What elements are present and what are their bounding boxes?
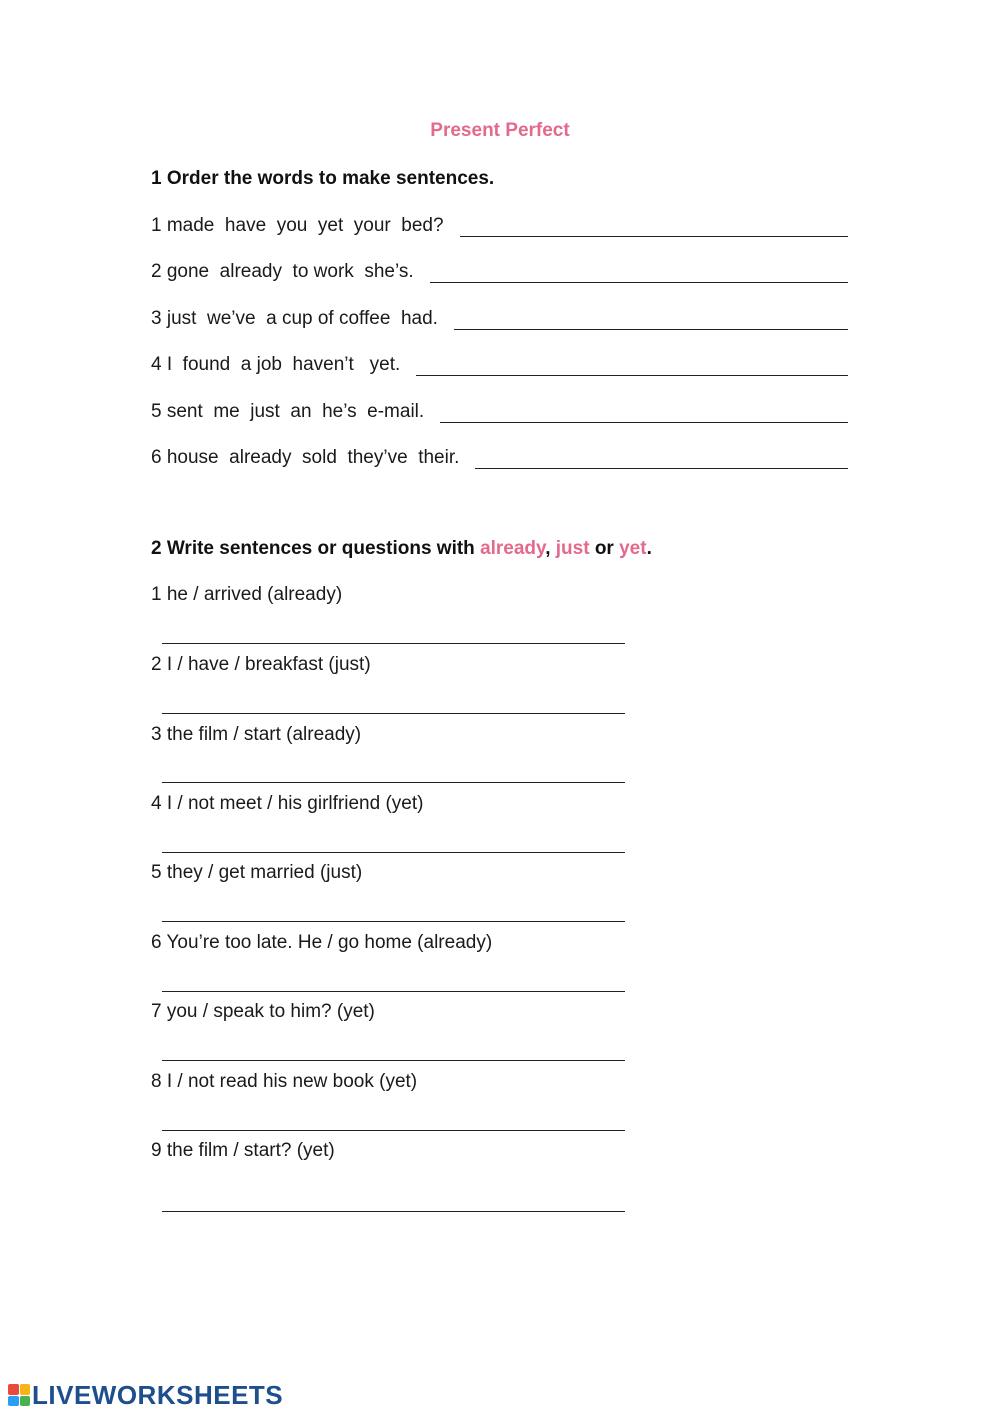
exercise2-answer-input[interactable]: [162, 758, 625, 783]
exercise2-prompt: 3 the film / start (already): [151, 724, 362, 745]
exercise2-answer-input[interactable]: [162, 1106, 625, 1131]
exercise2-prompt: 6 You’re too late. He / go home (already): [151, 932, 493, 953]
exercise1-prompt: 2 gone already to work she’s.: [151, 261, 414, 282]
keyword-yet: yet: [619, 538, 647, 559]
exercise1-item: [151, 300, 848, 330]
exercise2-prompt: 1 he / arrived (already): [151, 584, 343, 605]
exercise1-prompt: 1 made have you yet your bed?: [151, 215, 444, 236]
footer-logo[interactable]: [8, 1381, 283, 1409]
exercise1-answer-input[interactable]: [454, 305, 848, 330]
exercise2-prompt: 5 they / get married (just): [151, 862, 363, 883]
exercise1-answer-input[interactable]: [430, 258, 848, 283]
exercise2-prompt: 4 I / not meet / his girlfriend (yet): [151, 793, 424, 814]
exercise2-answer-input[interactable]: [162, 1187, 625, 1212]
exercise1-answer-input[interactable]: [460, 212, 848, 237]
exercise1-heading: 1 Order the words to make sentences.: [151, 168, 495, 189]
exercise2-answer-input[interactable]: [162, 897, 625, 922]
logo-text: LIVEWORKSHEETS: [32, 1379, 284, 1410]
exercise2-answer-input[interactable]: [162, 619, 625, 644]
exercise1-answer-input[interactable]: [440, 398, 848, 423]
exercise1-item: [151, 207, 848, 237]
liveworksheets-logo-icon: [8, 1384, 30, 1406]
exercise2-prompt: 9 the film / start? (yet): [151, 1140, 335, 1161]
exercise1-prompt: 5 sent me just an he’s e-mail.: [151, 401, 425, 422]
exercise2-answer-input[interactable]: [162, 828, 625, 853]
exercise1-item: [151, 346, 848, 376]
exercise1-item: [151, 393, 848, 423]
exercise2-answer-input[interactable]: [162, 967, 625, 992]
exercise1-prompt: 4 I found a job haven’t yet.: [151, 354, 401, 375]
keyword-already: already: [480, 538, 546, 559]
exercise1-prompt: 6 house already sold they’ve their.: [151, 447, 460, 468]
page-title: Present Perfect: [430, 120, 570, 141]
exercise1-prompt: 3 just we’ve a cup of coffee had.: [151, 308, 438, 329]
heading-period: .: [646, 538, 652, 559]
exercise1-answer-input[interactable]: [475, 444, 848, 469]
exercise1-item: [151, 253, 848, 283]
keyword-just: just: [555, 538, 590, 559]
heading-comma: ,: [545, 538, 556, 559]
exercise2-answer-input[interactable]: [162, 689, 625, 714]
exercise2-prompt: 7 you / speak to him? (yet): [151, 1001, 375, 1022]
exercise2-prompt: 8 I / not read his new book (yet): [151, 1071, 418, 1092]
heading-prefix: 2 Write sentences or questions with: [151, 538, 481, 559]
heading-or: or: [589, 538, 620, 559]
exercise2-answer-input[interactable]: [162, 1036, 625, 1061]
exercise2-heading: [151, 538, 652, 560]
exercise2-prompt: 2 I / have / breakfast (just): [151, 654, 371, 675]
exercise1-item: [151, 439, 848, 469]
exercise1-answer-input[interactable]: [416, 351, 848, 376]
